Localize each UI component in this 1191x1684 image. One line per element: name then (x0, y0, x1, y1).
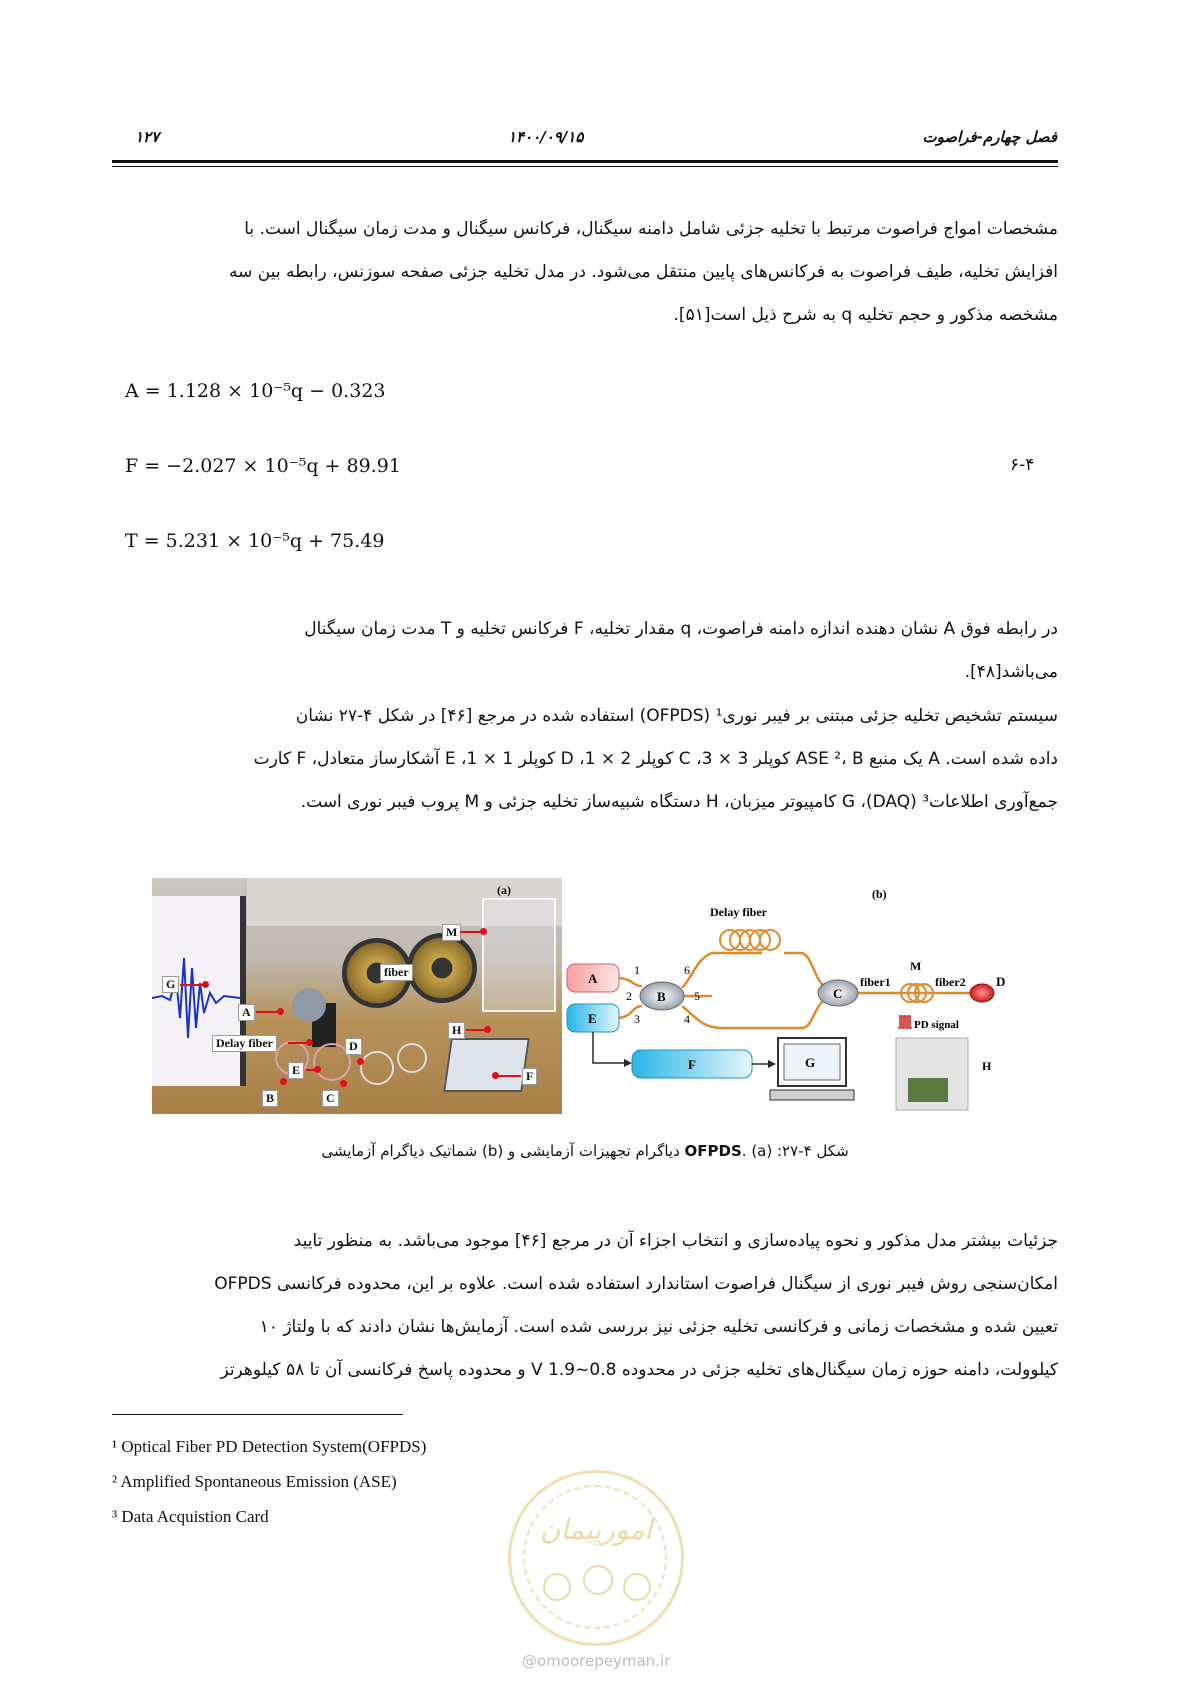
para4-line: کیلوولت، دامنه حوزه زمان سیگنال‌های تخلیه جزئی در محدوده 0.8~1.9 V و محدوده پاسخ فرکانسی آن تا ۵۸ کیلوهرتز (220, 1360, 1058, 1380)
photo-label-e: E (288, 1062, 304, 1079)
photo-label-a: A (238, 1004, 255, 1021)
fiber-path (617, 978, 642, 986)
pointer-dot-m (480, 928, 487, 935)
pointer-dot-e (314, 1066, 321, 1073)
chapter-title: فصل چهارم-فراصوت (922, 128, 1057, 146)
pointer-dot-g (202, 981, 209, 988)
para2-line: می‌باشد[۴۸]. (964, 662, 1058, 682)
pointer-dot-d (357, 1058, 364, 1065)
pointer-dot-h (484, 1026, 491, 1033)
header-rule (112, 160, 1058, 163)
figure (152, 878, 1032, 1114)
pointer-delay-fiber (288, 1042, 308, 1044)
photo-label-g: G (162, 976, 179, 993)
header-rule-thin (112, 166, 1058, 167)
block-d-coupler (970, 984, 994, 1002)
fiber-path (682, 1000, 824, 1028)
para1-line: مشخصه مذکور و حجم تخلیه q به شرح ذیل است[۵۱]. (673, 305, 1058, 325)
block-d-label: D (996, 974, 1006, 989)
signal-path (593, 1032, 624, 1063)
experimental-setup-photo (152, 878, 562, 1114)
para1-line: مشخصات امواج فراصوت مرتبط با تخلیه جزئی شامل دامنه سیگنال، فرکانس سیگنال و مدت زمان سیگنال است. با (244, 219, 1058, 239)
probe-enclosure (482, 898, 556, 1012)
pointer-dot-delay-fiber (306, 1039, 313, 1046)
fiber2-label: fiber2 (935, 975, 966, 989)
pointer-dot-f (492, 1072, 499, 1079)
block-a-label: A (588, 971, 598, 986)
page-number: ۱۲۷ (135, 128, 160, 146)
scale-icon (543, 1573, 571, 1601)
pointer-dot-a (277, 1008, 284, 1015)
para4-line: تعیین شده و مشخصات زمانی و فرکانسی تخلیه جزئی نیز بررسی شده است. آزمایش‌ها نشان دادند که با ولتاژ ۱۰ (259, 1317, 1058, 1337)
photo-label-a-panel: (a) (497, 883, 511, 897)
fiber-path (682, 953, 762, 988)
photo-label-b: B (262, 1090, 278, 1107)
para3-line: سیستم تشخیص تخلیه جزئی مبتنی بر فیبر نوری¹ (OFPDS) استفاده شده در مرجع [۴۶] در شکل ۴-۲۷ نشان (295, 706, 1058, 726)
pointer-a (256, 1011, 278, 1013)
pointer-g (180, 984, 204, 986)
photo-label-fiber: fiber (380, 964, 413, 981)
block-b-label: B (657, 989, 666, 1004)
para4-line: جزئیات بیشتر مدل مذکور و نحوه پیاده‌سازی و انتخاب اجزاء آن در مرجع [۴۶] موجود می‌باشد. به منظور تایید (293, 1231, 1058, 1251)
pointer-f (497, 1075, 521, 1077)
block-f-label: F (688, 1057, 696, 1072)
fiber-path (784, 953, 824, 986)
watermark-site: @omoorepeyman.ir (522, 1652, 671, 1670)
para3-line: داده شده است. A یک منبع ASE ²، B کوپلر 3 × 3، C کوپلر 2 × 1، D کوپلر 1 × 1، E آشکارساز متعادل، F کارت (253, 749, 1058, 769)
port-3: 3 (634, 1012, 640, 1026)
caption-bold: OFPDS (684, 1142, 742, 1160)
person-icon (583, 1565, 613, 1595)
panel-b-label: (b) (872, 887, 887, 901)
paragraph-2 (112, 608, 1058, 694)
delay-fiber-coil (720, 930, 780, 950)
header-date: ۱۴۰۰/۰۹/۱۵ (508, 128, 584, 146)
watermark-seal (508, 1470, 684, 1646)
watermark-seal-text: امورپیمان (539, 1513, 653, 1546)
footnote-rule (112, 1414, 403, 1415)
photo-label-h: H (448, 1022, 465, 1039)
photo-label-d: D (345, 1038, 362, 1055)
pointer-m (460, 931, 482, 933)
para3-line: جمع‌آوری اطلاعات³ (DAQ)، G کامپیوتر میزبان، H دستگاه شبیه‌ساز تخلیه جزئی و M پروب فیبر نوری است. (300, 792, 1058, 812)
paragraph-1 (112, 208, 1058, 337)
schematic-diagram (562, 878, 1032, 1114)
watermark-seal-inner (523, 1485, 667, 1629)
equation-number: ۶-۴ (1010, 455, 1035, 475)
para1-line: افزایش تخلیه، طیف فراصوت به فرکانس‌های پایین منتقل می‌شود. در مدل تخلیه جزئی صفحه سوزنس، رابطه بین سه (229, 262, 1058, 282)
delay-fiber-label: Delay fiber (710, 905, 767, 919)
port-6: 6 (684, 963, 690, 977)
footnote-3: ³ Data Acquistion Card (112, 1507, 269, 1526)
pd-simulator-board (908, 1078, 948, 1102)
fiber1-label: fiber1 (860, 975, 891, 989)
block-c-label: C (833, 986, 843, 1001)
building-icon (623, 1573, 651, 1601)
coupler-disk (292, 988, 326, 1022)
caption-prefix: شکل ۴-۲۷: (772, 1142, 849, 1160)
computer-keyboard (770, 1090, 854, 1100)
figure-caption (112, 1142, 1058, 1160)
port-2: 2 (626, 989, 632, 1003)
arrow-head (768, 1060, 776, 1068)
photo-label-c: C (322, 1090, 339, 1107)
photo-label-delay-fiber: Delay fiber (212, 1035, 277, 1052)
footnote-2: ² Amplified Spontaneous Emission (ASE) (112, 1472, 397, 1491)
block-m-label: M (910, 959, 922, 973)
pointer-dot-b (280, 1078, 287, 1085)
paragraph-3 (112, 695, 1058, 824)
fiber-spool-2 (407, 933, 477, 1003)
pd-signal-pulses (898, 1016, 912, 1028)
equation-t: T = 5.231 × 10⁻⁵q + 75.49 (125, 530, 385, 552)
para4-line: امکان‌سنجی روش فیبر نوری از سیگنال فراصوت استاندارد استفاده شده است. علاوه بر این، محدوده فرکانسی OFPDS (214, 1274, 1058, 1294)
port-5: 5 (694, 989, 700, 1003)
block-h-label: H (982, 1059, 992, 1073)
para2-line: در رابطه فوق A نشان دهنده اندازه دامنه فراصوت، q مقدار تخلیه، F فرکانس تخلیه و T مدت زمان سیگنال (304, 619, 1058, 639)
block-e-label: E (588, 1011, 597, 1026)
arrow-head (624, 1059, 632, 1067)
photo-label-m: M (442, 924, 461, 941)
equation-a: A = 1.128 × 10⁻⁵q − 0.323 (125, 380, 386, 402)
pd-signal-label: PD signal (914, 1019, 959, 1031)
block-g-label: G (805, 1055, 816, 1070)
port-1: 1 (634, 963, 640, 977)
equation-f: F = −2.027 × 10⁻⁵q + 89.91 (125, 455, 401, 477)
port-4: 4 (684, 1012, 690, 1026)
caption-rest: . (a) دیاگرام تجهیزات آزمایشی و (b) شماتیک دیاگرام آزمایشی (321, 1142, 773, 1160)
footnote-1: ¹ Optical Fiber PD Detection System(OFPDS) (112, 1437, 427, 1456)
pointer-dot-c (340, 1080, 347, 1087)
paragraph-4 (112, 1220, 1058, 1392)
pointer-h (466, 1029, 486, 1031)
photo-label-f: F (522, 1068, 537, 1085)
